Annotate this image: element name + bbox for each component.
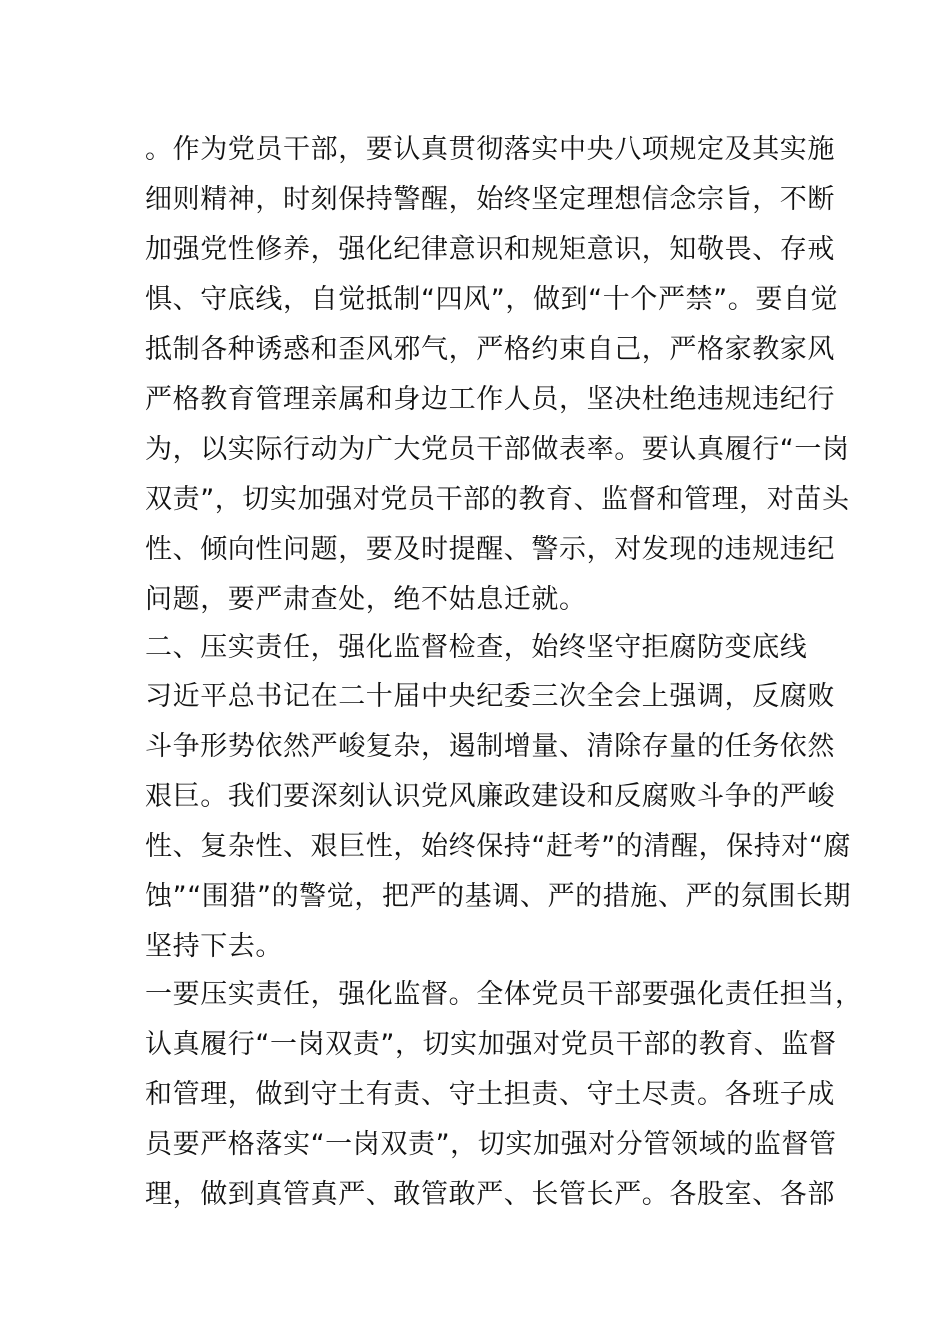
text-line: 细则精神，时刻保持警醒，始终坚定理想信念宗旨，不断 (145, 184, 835, 215)
text-line: 性、倾向性问题，要及时提醒、警示，对发现的违规违纪 (145, 534, 835, 565)
text-line: 斗争形势依然严峻复杂，遏制增量、清除存量的任务依然 (145, 731, 835, 762)
text-line: 加强党性修养，强化纪律意识和规矩意识，知敬畏、存戒 (145, 234, 835, 265)
text-line: 惧、守底线，自觉抵制“四风”，做到“十个严禁”。要自觉 (145, 284, 839, 315)
text-line: 蚀”“围猎”的警觉，把严的基调、严的措施、严的氛围长期 (145, 881, 852, 912)
text-line: 严格教育管理亲属和身边工作人员，坚决杜绝违规违纪行 (145, 384, 835, 415)
text-line: 为，以实际行动为广大党员干部做表率。要认真履行“一岗 (145, 434, 850, 465)
text-line: 和管理，做到守土有责、守土担责、守土尽责。各班子成 (145, 1079, 835, 1110)
text-line: 双责”，切实加强对党员干部的教育、监督和管理，对苗头 (145, 484, 850, 515)
text-line: 性、复杂性、艰巨性，始终保持“赶考”的清醒，保持对“腐 (145, 831, 852, 862)
text-line: 一要压实责任，强化监督。全体党员干部要强化责任担当， (145, 979, 863, 1010)
text-line: 问题，要严肃查处，绝不姑息迁就。 (145, 584, 587, 615)
text-line: 习近平总书记在二十届中央纪委三次全会上强调，反腐败 (145, 681, 835, 712)
text-line: 员要严格落实“一岗双责”，切实加强对分管领域的监督管 (145, 1129, 837, 1160)
text-line: 艰巨。我们要深刻认识党风廉政建设和反腐败斗争的严峻 (145, 781, 835, 812)
text-line: 理，做到真管真严、敢管敢严、长管长严。各股室、各部 (145, 1179, 835, 1210)
section-heading: 二、压实责任，强化监督检查，始终坚守拒腐防变底线 (145, 632, 808, 663)
text-line: 坚持下去。 (145, 931, 283, 962)
text-line: 。作为党员干部，要认真贯彻落实中央八项规定及其实施 (145, 134, 835, 165)
text-line: 抵制各种诱惑和歪风邪气，严格约束自己，严格家教家风 (145, 334, 835, 365)
text-line: 认真履行“一岗双责”，切实加强对党员干部的教育、监督 (145, 1029, 837, 1060)
